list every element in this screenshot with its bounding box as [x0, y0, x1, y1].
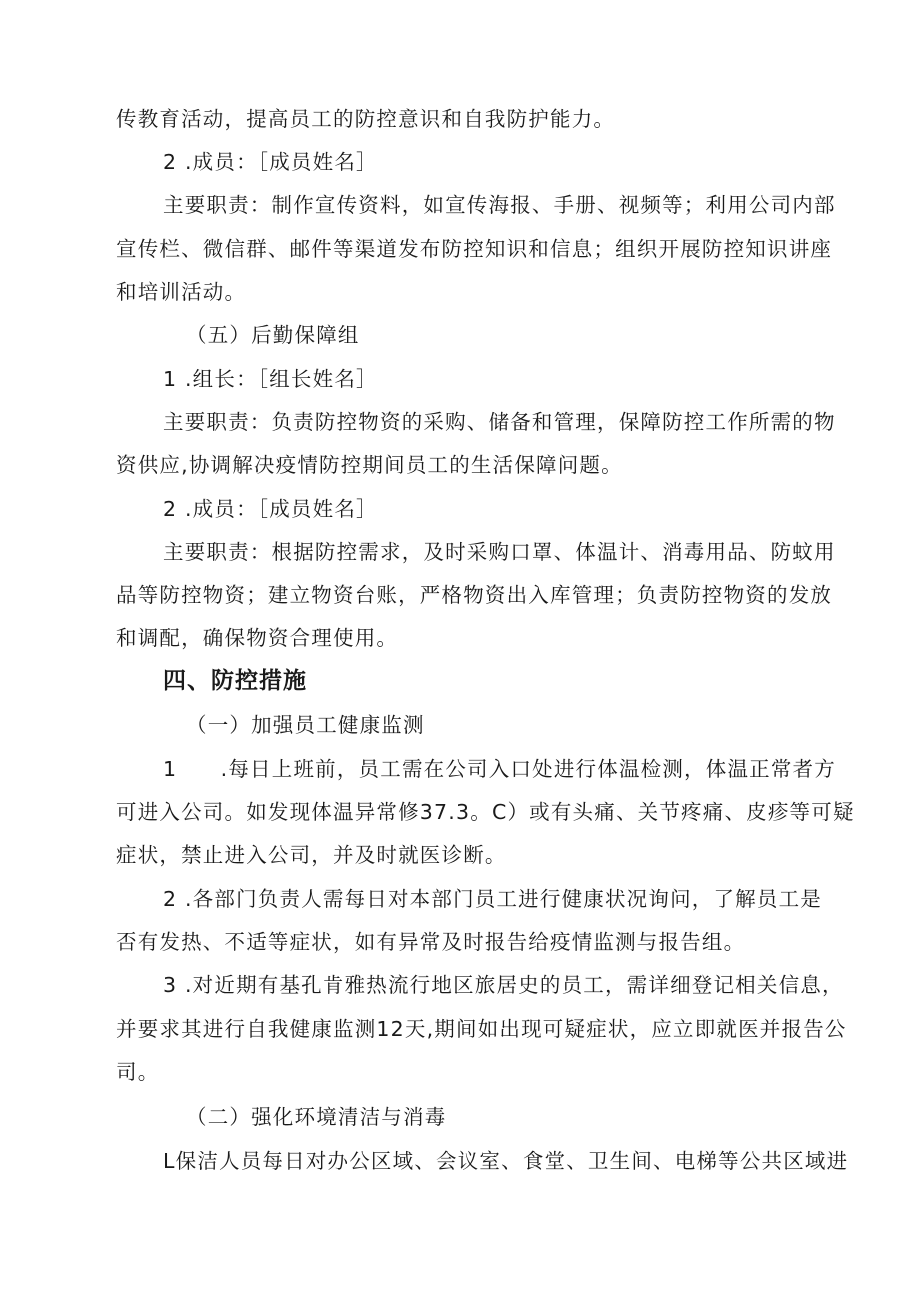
text-line: 可进入公司。如发现体温异常修37.3。C）或有头痛、关节疼痛、皮疹等可疑	[116, 800, 855, 824]
text-line: 主要职责：根据防控需求，及时采购口罩、体温计、消毒用品、防蚊用	[163, 540, 836, 564]
leader-item: 1 .组长：［组长姓名］	[163, 367, 378, 391]
text-line: 主要职责：制作宣传资料，如宣传海报、手册、视频等；利用公司内部	[163, 193, 836, 217]
text-line: 和培训活动。	[116, 280, 247, 304]
text-line: 2 .各部门负责人需每日对本部门员工进行健康状况询问，了解员工是	[163, 887, 822, 911]
text-line: 司。	[116, 1060, 160, 1084]
text-line: 传教育活动，提高员工的防控意识和自我防护能力。	[116, 107, 616, 131]
text-line: 并要求其进行自我健康监测12天,期间如出现可疑症状，应立即就医并报告公	[116, 1017, 847, 1041]
text-line: 和调配，确保物资合理使用。	[116, 626, 399, 650]
text-line: 3 .对近期有基孔肯雅热流行地区旅居史的员工，需详细登记相关信息，	[163, 973, 844, 997]
text-line: 主要职责：负责防控物资的采购、储备和管理，保障防控工作所需的物	[163, 410, 836, 434]
member-item: 2 .成员：［成员姓名］	[163, 150, 378, 174]
text-line: 宣传栏、微信群、邮件等渠道发布防控知识和信息；组织开展防控知识讲座	[116, 237, 833, 261]
text-line: 1 .每日上班前，员工需在公司入口处进行体温检测，体温正常者方	[163, 757, 836, 781]
text-line: 资供应,协调解决疫情防控期间员工的生活保障问题。	[116, 453, 623, 477]
section-heading: 四、防控措施	[163, 668, 307, 694]
member-item: 2 .成员：［成员姓名］	[163, 497, 378, 521]
text-line: 症状，禁止进入公司，并及时就医诊断。	[116, 843, 507, 867]
text-line: L保洁人员每日对办公区域、会议室、食堂、卫生间、电梯等公共区域进	[163, 1149, 849, 1173]
text-line: 品等防控物资；建立物资台账，严格物资出入库管理；负责防控物资的发放	[116, 583, 833, 607]
section-subheading: （五）后勤保障组	[186, 323, 360, 347]
text-line: 否有发热、不适等症状，如有异常及时报告给疫情监测与报告组。	[116, 930, 746, 954]
section-subheading: （一）加强员工健康监测	[186, 713, 425, 737]
section-subheading: （二）强化环境清洁与消毒	[186, 1105, 447, 1129]
